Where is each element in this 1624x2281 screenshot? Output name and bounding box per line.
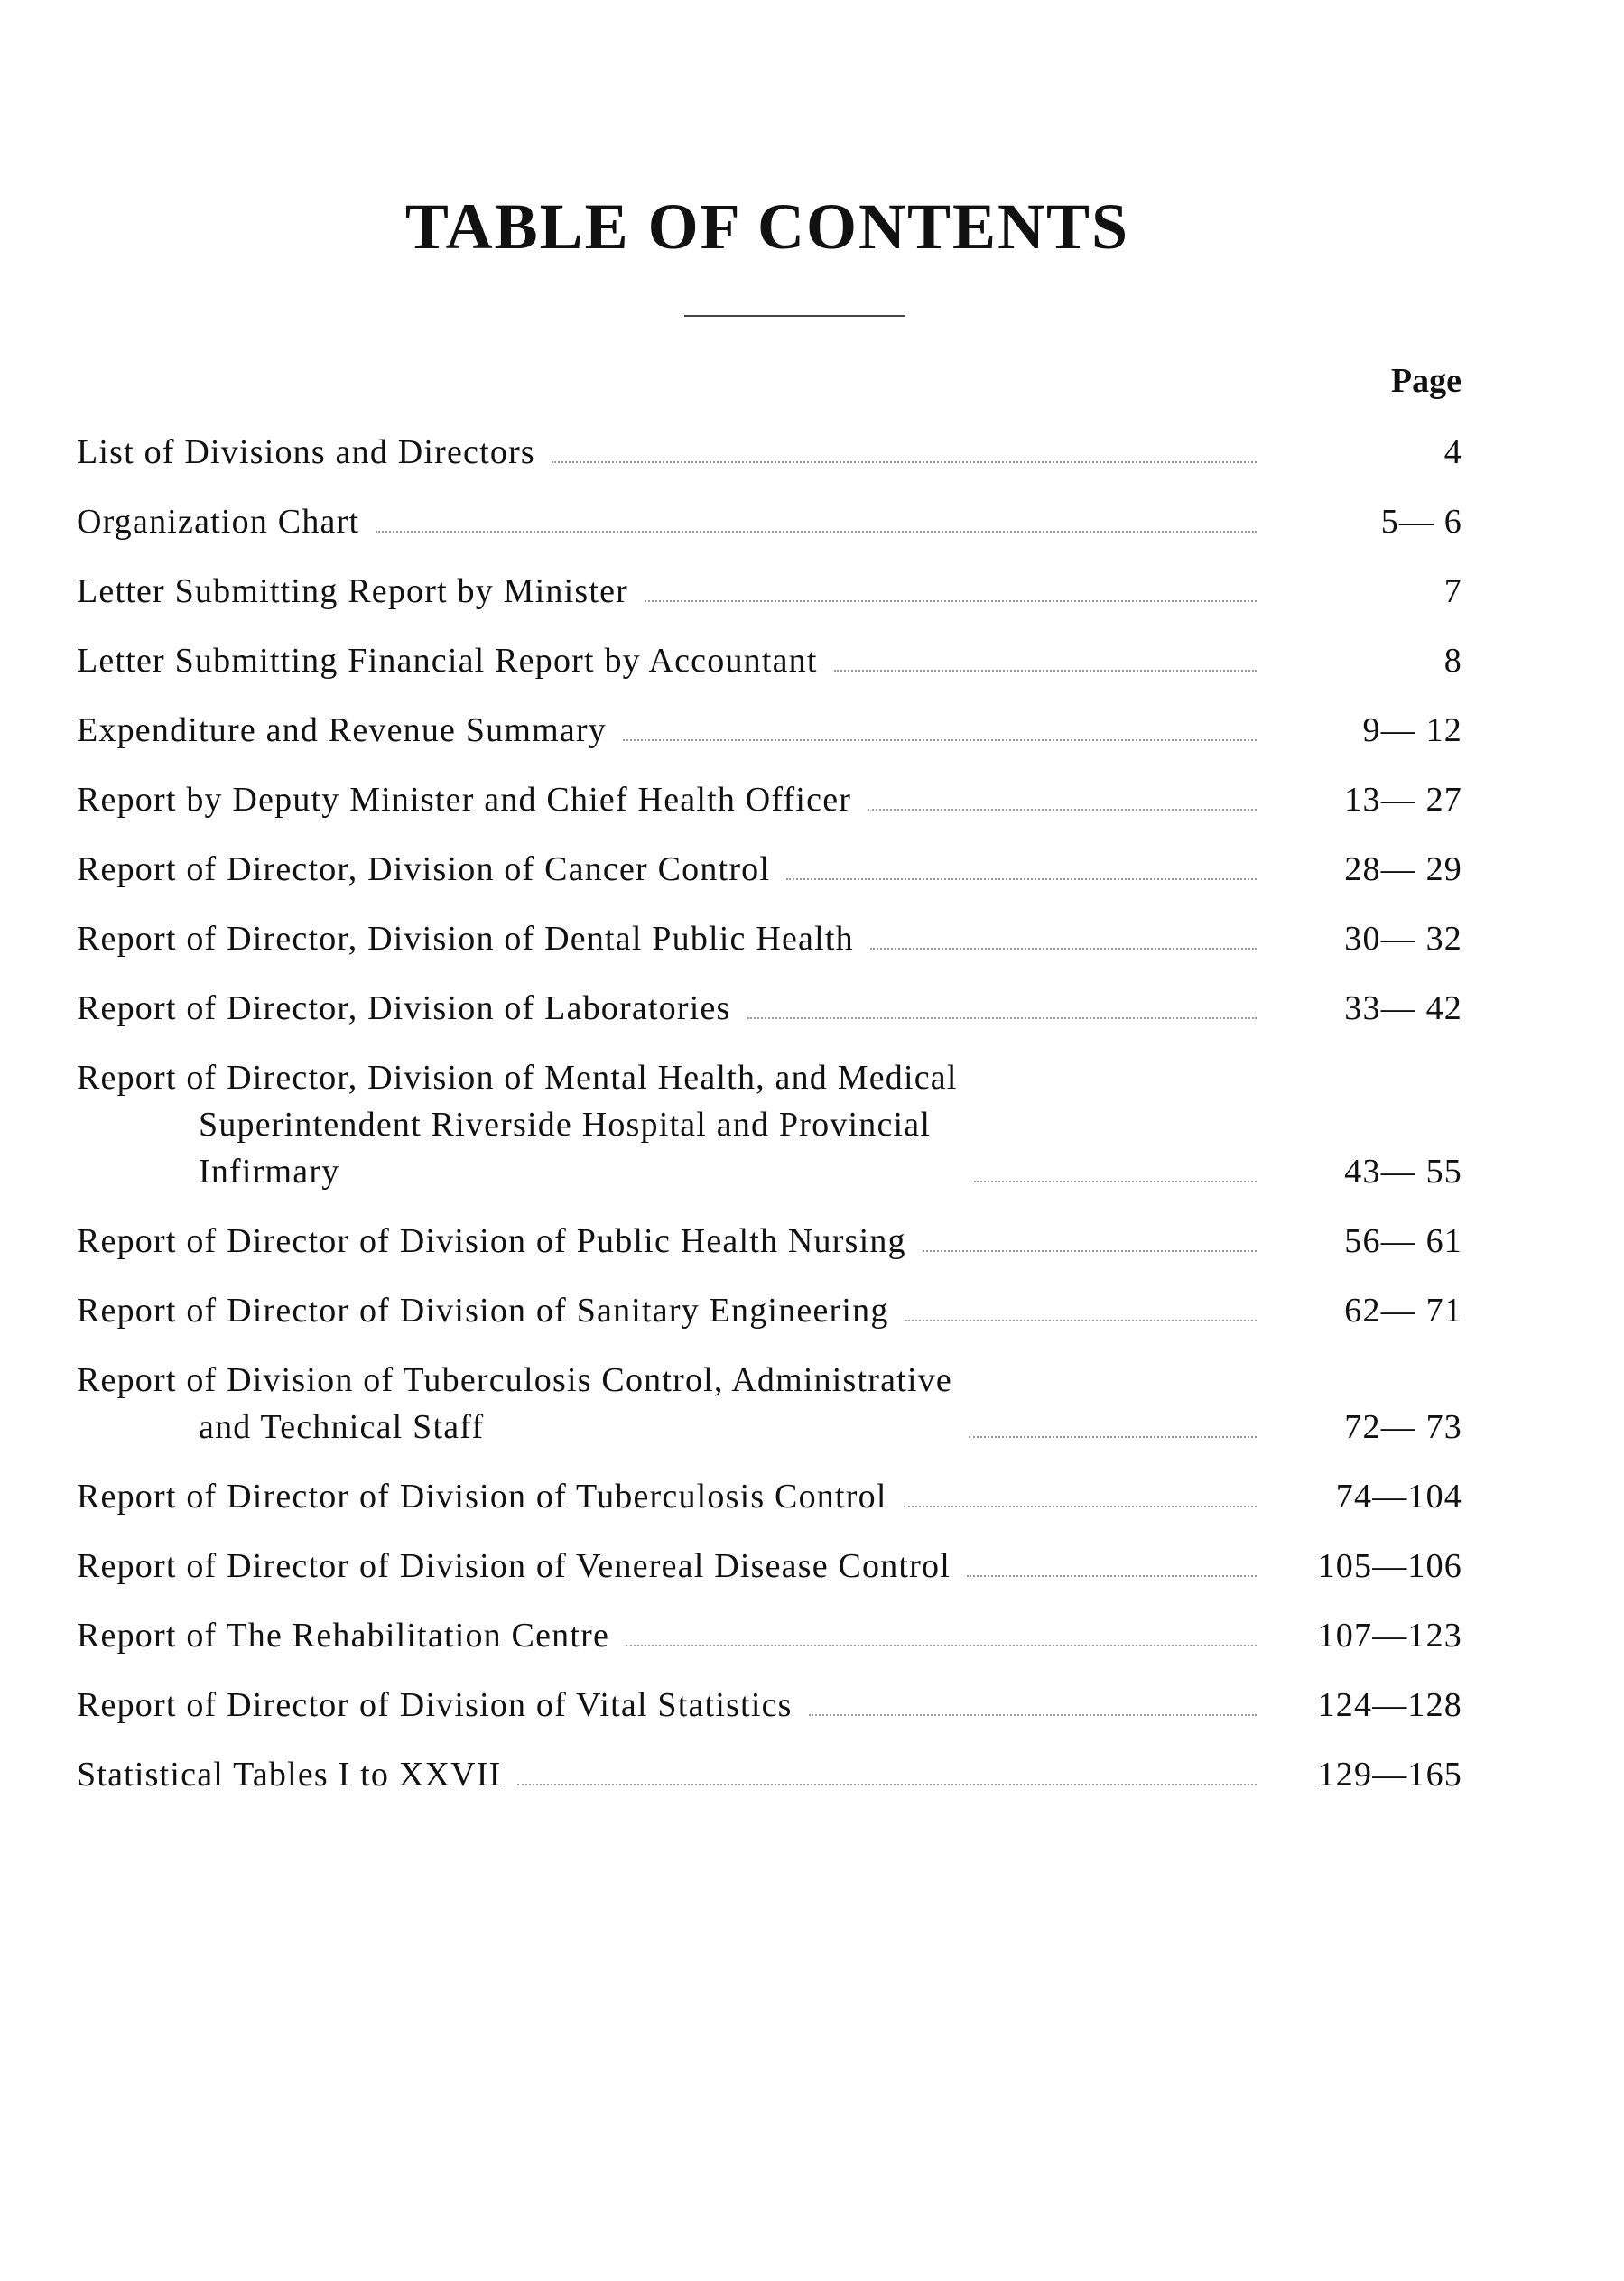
toc-entry-pages: 33— 42 xyxy=(1344,989,1462,1027)
dot-leader xyxy=(517,1784,1257,1785)
toc-entry-title xyxy=(77,846,770,893)
page-column-header: Page xyxy=(1390,362,1462,400)
toc-entry-line: Report of Director, Division of Cancer Control xyxy=(77,850,771,888)
toc-entry xyxy=(77,1751,1462,1798)
toc-entry-line: Report of Director, Division of Laboratories xyxy=(77,989,731,1027)
toc-entry-line: Letter Submitting Report by Minister xyxy=(77,572,629,610)
toc-entry-pages: 105—106 xyxy=(1317,1547,1462,1585)
toc-entry-line: Report by Deputy Minister and Chief Health Officer xyxy=(77,781,852,819)
toc-entry-title xyxy=(77,1054,958,1195)
toc-entry-pages: 129—165 xyxy=(1317,1756,1462,1794)
toc-entry-line: Report of Director of Division of Vital Statistics xyxy=(77,1686,793,1724)
toc-entry xyxy=(77,776,1462,823)
toc-entry xyxy=(77,568,1462,615)
toc-entry-line: Report of Director of Division of Public Health Nursing xyxy=(77,1222,906,1260)
dot-leader xyxy=(623,739,1257,741)
toc-entry-pages: 124—128 xyxy=(1317,1686,1462,1724)
page-title: TABLE OF CONTENTS xyxy=(404,190,1130,263)
toc-entry-line: Expenditure and Revenue Summary xyxy=(77,711,607,749)
title-rule xyxy=(684,315,905,317)
toc-entry-title xyxy=(77,568,628,615)
toc-entry-title xyxy=(77,915,854,962)
toc-entry-pages: 62— 71 xyxy=(1344,1292,1462,1330)
toc-entry-title xyxy=(77,985,731,1032)
toc-entry-line: Report of Director, Division of Dental Public Health xyxy=(77,920,854,958)
toc-entry xyxy=(77,1682,1462,1729)
toc-list xyxy=(77,429,1462,1821)
toc-entry-pages: 13— 27 xyxy=(1344,781,1462,819)
toc-entry-line: and Technical Staff xyxy=(199,1408,485,1446)
toc-entry-title xyxy=(77,1543,951,1590)
dot-leader xyxy=(834,670,1257,672)
toc-entry-title xyxy=(77,637,818,684)
toc-entry xyxy=(77,1612,1462,1659)
toc-entry-title xyxy=(77,1287,889,1334)
toc-entry xyxy=(77,915,1462,962)
toc-entry-title xyxy=(77,498,359,545)
dot-leader xyxy=(747,1017,1257,1019)
dot-leader xyxy=(904,1506,1257,1507)
toc-entry-title xyxy=(77,1357,952,1451)
toc-entry-pages: 56— 61 xyxy=(1344,1222,1462,1260)
toc-entry-title xyxy=(77,776,851,823)
toc-entry-line: Superintendent Riverside Hospital and Provincial xyxy=(199,1106,932,1144)
dot-leader xyxy=(870,948,1257,950)
dot-leader xyxy=(376,531,1257,533)
toc-entry-title xyxy=(77,1751,501,1798)
toc-entry-line: Report of Director of Division of Sanitary Engineering xyxy=(77,1292,889,1330)
toc-entry xyxy=(77,985,1462,1032)
toc-entry-line: Report of Division of Tuberculosis Control, Administrative xyxy=(77,1361,952,1399)
toc-entry-pages: 74—104 xyxy=(1335,1478,1462,1516)
toc-entry-line: Statistical Tables I to XXVII xyxy=(77,1756,502,1794)
toc-entry-line: Report of Director of Division of Venereal Disease Control xyxy=(77,1547,951,1585)
toc-entry-title xyxy=(77,429,535,476)
dot-leader xyxy=(809,1714,1257,1716)
toc-entry-title xyxy=(77,1682,793,1729)
toc-entry-pages: 8 xyxy=(1443,642,1462,680)
toc-entry xyxy=(77,846,1462,893)
toc-entry-pages: 4 xyxy=(1443,433,1462,471)
toc-entry xyxy=(77,1287,1462,1334)
toc-entry xyxy=(77,1357,1462,1451)
toc-entry-line: Report of Director of Division of Tuberculosis Control xyxy=(77,1478,887,1516)
dot-leader xyxy=(868,809,1257,811)
dot-leader xyxy=(786,878,1257,880)
dot-leader xyxy=(969,1436,1257,1438)
toc-entry xyxy=(77,429,1462,476)
toc-entry-pages: 7 xyxy=(1443,572,1462,610)
toc-entry-pages: 28— 29 xyxy=(1344,850,1462,888)
toc-entry-line: List of Divisions and Directors xyxy=(77,433,535,471)
toc-entry-pages: 9— 12 xyxy=(1362,711,1462,749)
toc-entry xyxy=(77,1473,1462,1520)
dot-leader xyxy=(974,1181,1257,1182)
toc-entry xyxy=(77,1218,1462,1265)
toc-entry xyxy=(77,1543,1462,1590)
toc-entry xyxy=(77,637,1462,684)
dot-leader xyxy=(552,461,1257,463)
toc-entry-pages: 30— 32 xyxy=(1344,920,1462,958)
toc-entry xyxy=(77,498,1462,545)
toc-entry-pages: 43— 55 xyxy=(1344,1153,1462,1191)
dot-leader xyxy=(923,1250,1257,1252)
toc-entry-pages: 72— 73 xyxy=(1344,1408,1462,1446)
toc-entry-pages: 107—123 xyxy=(1317,1617,1462,1655)
toc-entry-line: Letter Submitting Financial Report by Accountant xyxy=(77,642,818,680)
toc-entry-line: Organization Chart xyxy=(77,503,360,541)
toc-entry-title xyxy=(77,1473,887,1520)
toc-entry-pages: 5— 6 xyxy=(1380,503,1462,541)
toc-entry xyxy=(77,1054,1462,1195)
dot-leader xyxy=(645,600,1257,602)
dot-leader xyxy=(905,1320,1257,1321)
toc-entry-title xyxy=(77,707,607,754)
toc-entry-line: Report of The Rehabilitation Centre xyxy=(77,1617,610,1655)
toc-entry-line: Report of Director, Division of Mental Health, and Medical xyxy=(77,1059,958,1097)
dot-leader xyxy=(626,1645,1257,1646)
dot-leader xyxy=(967,1575,1257,1577)
toc-entry-title xyxy=(77,1218,906,1265)
toc-entry xyxy=(77,707,1462,754)
toc-entry-line: Infirmary xyxy=(199,1153,340,1191)
toc-entry-title xyxy=(77,1612,609,1659)
